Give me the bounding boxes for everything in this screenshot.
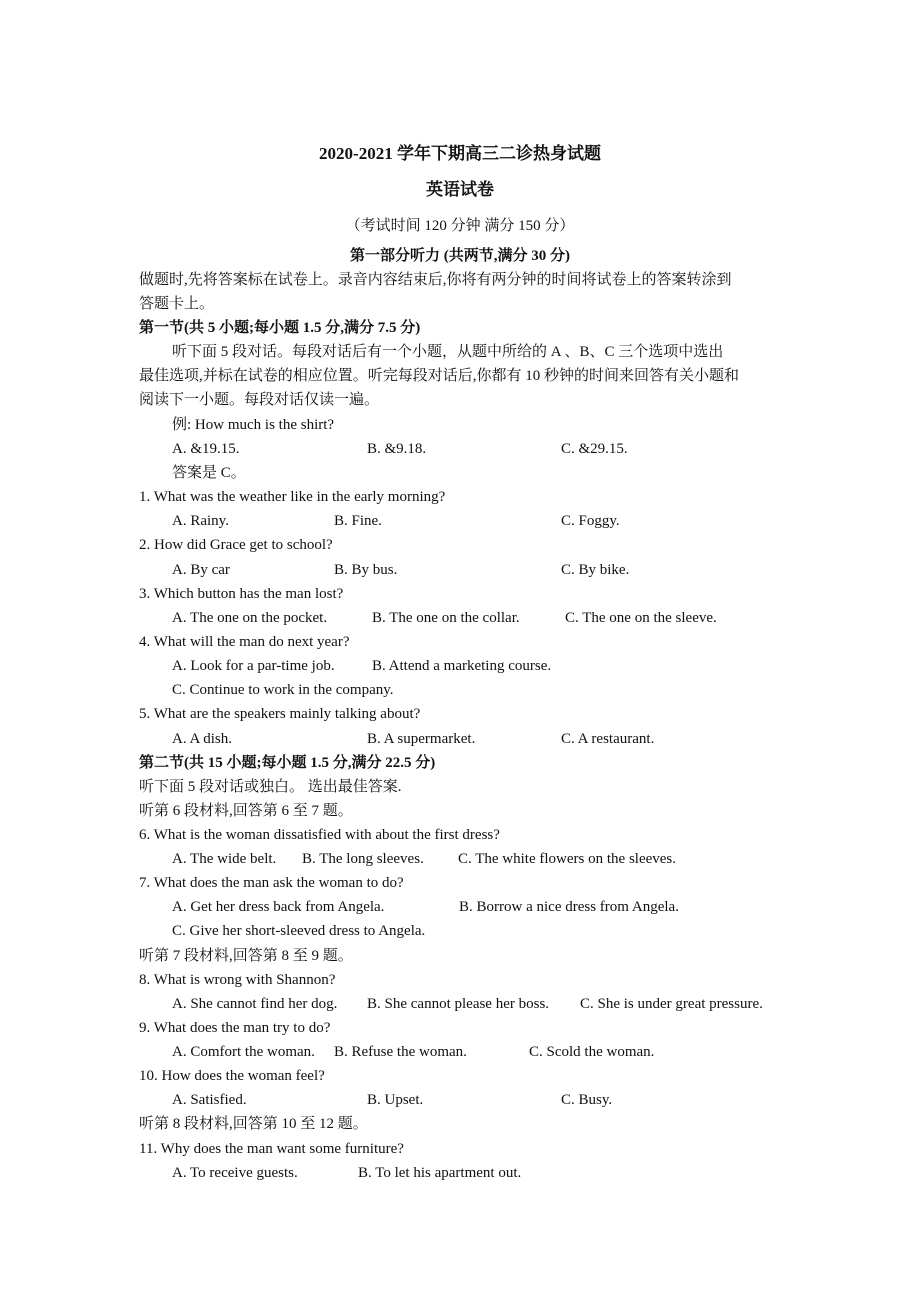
example-option-c: C. &29.15. <box>561 441 628 457</box>
part1-intro-line1: 做题时,先将答案标在试卷上。录音内容结束后,你将有两分钟的时间将试卷上的答案转涂到 <box>139 272 732 288</box>
example-question: 例: How much is the shirt? <box>172 417 335 433</box>
option-c: C. The one on the sleeve. <box>565 610 717 626</box>
option-a: A. Look for a par-time job. <box>172 658 335 674</box>
option-b: B. The long sleeves. <box>302 851 424 867</box>
question-stem: 7. What does the man ask the woman to do? <box>139 875 404 891</box>
option-b: B. Attend a marketing course. <box>372 658 552 674</box>
option-a: A. Get her dress back from Angela. <box>172 899 385 915</box>
option-a: A. Satisfied. <box>172 1092 247 1108</box>
option-a: A. The wide belt. <box>172 851 277 867</box>
example-option-b: B. &9.18. <box>367 441 427 457</box>
option-b: B. By bus. <box>334 562 398 578</box>
option-a: A. Rainy. <box>172 513 229 529</box>
question-stem: 5. What are the speakers mainly talking about? <box>139 706 421 722</box>
exam-info: （考试时间 120 分钟 满分 150 分） <box>345 218 575 234</box>
question-stem: 11. Why does the man want some furniture? <box>139 1141 404 1157</box>
section1-heading: 第一节(共 5 小题;每小题 1.5 分,满分 7.5 分) <box>139 320 421 336</box>
question-stem: 9. What does the man try to do? <box>139 1020 331 1036</box>
option-a: A. A dish. <box>172 731 233 747</box>
section1-instr-line2: 最佳选项,并标在试卷的相应位置。听完每段对话后,你都有 10 秒钟的时间来回答有关小题和 <box>139 368 740 384</box>
option-b: B. A supermarket. <box>367 731 476 747</box>
example-answer: 答案是 C。 <box>172 465 246 481</box>
option-c: C. Give her short-sleeved dress to Angela. <box>172 923 426 939</box>
subject-title: 英语试卷 <box>426 180 494 199</box>
question-stem: 1. What was the weather like in the early morning? <box>139 489 446 505</box>
option-a: A. To receive guests. <box>172 1165 298 1181</box>
exam-title: 2020-2021 学年下期高三二诊热身试题 <box>319 144 601 163</box>
section1-instr-line3: 阅读下一小题。每段对话仅读一遍。 <box>139 392 380 408</box>
option-c: C. The white flowers on the sleeves. <box>458 851 677 867</box>
section2-instr: 听下面 5 段对话或独白。 选出最佳答案. <box>139 779 402 795</box>
option-a: A. She cannot find her dog. <box>172 996 338 1012</box>
option-c: C. Foggy. <box>561 513 620 529</box>
option-a: A. Comfort the woman. <box>172 1044 315 1060</box>
option-c: C. Busy. <box>561 1092 613 1108</box>
option-b: B. To let his apartment out. <box>358 1165 522 1181</box>
question-stem: 6. What is the woman dissatisfied with about the first dress? <box>139 827 500 843</box>
option-a: A. By car <box>172 562 230 578</box>
option-c: C. By bike. <box>561 562 630 578</box>
option-c: C. She is under great pressure. <box>580 996 763 1012</box>
option-b: B. She cannot please her boss. <box>367 996 550 1012</box>
option-b: B. Borrow a nice dress from Angela. <box>459 899 679 915</box>
material-note: 听第 7 段材料,回答第 8 至 9 题。 <box>139 948 353 964</box>
question-stem: 8. What is wrong with Shannon? <box>139 972 336 988</box>
material-note: 听第 8 段材料,回答第 10 至 12 题。 <box>139 1116 368 1132</box>
question-stem: 3. Which button has the man lost? <box>139 586 344 602</box>
option-b: B. The one on the collar. <box>372 610 520 626</box>
example-option-a: A. &19.15. <box>172 441 240 457</box>
option-a: A. The one on the pocket. <box>172 610 328 626</box>
option-b: B. Refuse the woman. <box>334 1044 467 1060</box>
option-b: B. Fine. <box>334 513 382 529</box>
option-c: C. Scold the woman. <box>529 1044 655 1060</box>
part1-intro-line2: 答题卡上。 <box>139 296 215 312</box>
option-c: C. Continue to work in the company. <box>172 682 394 698</box>
question-stem: 4. What will the man do next year? <box>139 634 350 650</box>
material-note: 听第 6 段材料,回答第 6 至 7 题。 <box>139 803 353 819</box>
option-c: C. A restaurant. <box>561 731 655 747</box>
question-stem: 10. How does the woman feel? <box>139 1068 325 1084</box>
section2-heading: 第二节(共 15 小题;每小题 1.5 分,满分 22.5 分) <box>139 755 436 771</box>
question-stem: 2. How did Grace get to school? <box>139 537 333 553</box>
option-b: B. Upset. <box>367 1092 424 1108</box>
part1-heading: 第一部分听力 (共两节,满分 30 分) <box>350 248 570 264</box>
section1-instr-line1: 听下面 5 段对话。每段对话后有一个小题，从题中所给的 A 、B、C 三个选项中选出 <box>172 344 724 360</box>
